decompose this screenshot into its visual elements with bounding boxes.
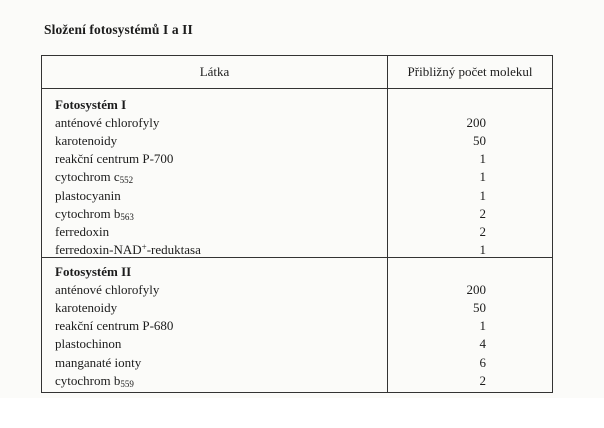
substance-name: cytochrom b (55, 205, 121, 221)
row-count: 6 (479, 354, 486, 370)
substance-subscript: 559 (120, 378, 134, 389)
substance-name: karotenoidy (55, 133, 118, 149)
page-margin (0, 398, 604, 428)
substance-name: reakční centrum P-680 (55, 318, 174, 334)
row-count: 200 (466, 282, 486, 298)
row-count: 1 (479, 169, 486, 185)
row-count: 4 (479, 336, 486, 352)
substance-superscript: + (141, 241, 147, 252)
row-count: 1 (479, 241, 486, 257)
section-title: Fotosystém II (55, 264, 132, 279)
substance-subscript: 552 (119, 175, 134, 186)
table-title: Složení fotosystémů I a II (44, 22, 193, 37)
row-count: 1 (479, 318, 486, 334)
row-substance (55, 336, 121, 352)
row-count: 200 (466, 115, 486, 131)
substance-suffix: -reduktasa (146, 241, 201, 257)
header-substance: Látka (199, 64, 230, 79)
row-substance (55, 282, 159, 298)
substance-name: cytochrom b (55, 372, 121, 388)
substance-name: anténové chlorofyly (55, 282, 160, 298)
row-count: 2 (479, 372, 486, 388)
substance-name: manganaté ionty (55, 354, 142, 370)
table-header (42, 56, 552, 89)
substance-name: reakční centrum P-700 (55, 151, 174, 167)
composition-table (41, 55, 553, 393)
row-substance (55, 242, 201, 258)
substance-name: plastochinon (55, 336, 122, 352)
row-substance (55, 355, 141, 371)
substance-name: karotenoidy (55, 300, 118, 316)
substance-name: cytochrom c (55, 169, 120, 185)
row-count: 50 (473, 300, 486, 316)
row-substance (55, 115, 159, 131)
substance-name: ferredoxin (55, 223, 110, 239)
substance-subscript: 563 (120, 211, 134, 222)
row-count: 1 (479, 151, 486, 167)
row-substance (55, 151, 173, 167)
row-substance (55, 133, 117, 149)
header-count: Přibližný počet molekul (407, 64, 533, 79)
row-count: 2 (479, 205, 486, 221)
row-substance (55, 188, 121, 204)
substance-name: plastocyanin (55, 187, 121, 203)
row-count: 1 (479, 187, 486, 203)
section-title: Fotosystém I (55, 97, 127, 112)
column-divider (387, 56, 388, 392)
row-count: 50 (473, 133, 486, 149)
substance-name: ferredoxin-NAD (55, 241, 142, 257)
row-substance (55, 318, 173, 334)
row-substance (55, 373, 134, 389)
row-count: 2 (479, 223, 486, 239)
row-substance (55, 169, 133, 185)
row-substance (55, 224, 109, 240)
row-substance (55, 300, 117, 316)
row-substance (55, 206, 134, 222)
substance-name: anténové chlorofyly (55, 115, 160, 131)
